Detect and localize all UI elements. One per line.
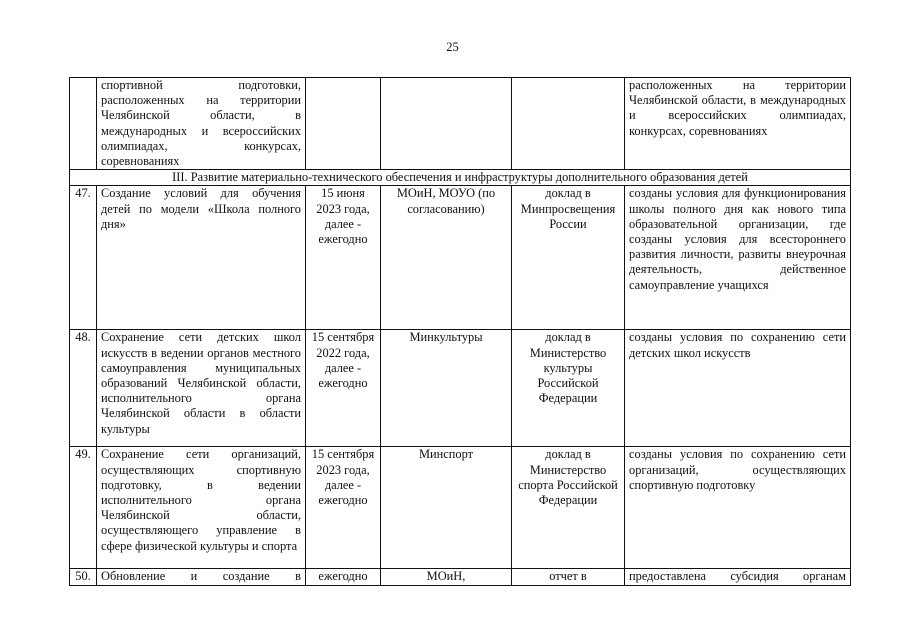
deadline-cell: 15 сентября 2022 года, далее - ежегодно: [306, 330, 381, 447]
section-header-row: [70, 170, 851, 186]
measure-cell: Обновление и создание в: [97, 569, 306, 585]
responsible-cell: Минкультуры: [381, 330, 512, 447]
measure-cell: спортивной подготовки, расположенных на территории Челябинской области, в международных и всероссийских олимпиадах, конкурсах, соревнованиях: [97, 78, 306, 170]
report-cell: доклад в Министерство спорта Российской Федерации: [512, 447, 625, 569]
result-cell: созданы условия по сохранению сети детских школ искусств: [625, 330, 851, 447]
result-cell: расположенных на территории Челябинской области, в международных и всероссийских олимпиадах, конкурсах, соревнованиях: [625, 78, 851, 170]
deadline-cell: 15 июня 2023 года, далее - ежегодно: [306, 186, 381, 330]
section-header: III. Развитие материально-технического обеспечения и инфраструктуры дополнительного образования детей: [70, 170, 851, 186]
report-cell: [512, 78, 625, 170]
report-cell: отчет в: [512, 569, 625, 585]
measure-cell: Сохранение сети детских школ искусств в ведении органов местного самоуправления муниципальных образований Челябинской области, исполнительного органа Челябинской области в области культуры: [97, 330, 306, 447]
result-cell: предоставлена субсидия органам: [625, 569, 851, 585]
page-number: 25: [446, 40, 459, 54]
deadline-cell: 15 сентября 2023 года, далее - ежегодно: [306, 447, 381, 569]
result-cell: созданы условия для функционирования школы полного дня как нового типа образовательной организации, где созданы условия для всестороннего развития личности, развиты внеурочная деятельность, действенное самоуправление учащихся: [625, 186, 851, 330]
row-number: 47.: [70, 186, 97, 330]
measure-cell: Создание условий для обучения детей по модели «Школа полного дня»: [97, 186, 306, 330]
row-number: 48.: [70, 330, 97, 447]
responsible-cell: МОиН,: [381, 569, 512, 585]
table-row: [70, 447, 851, 569]
plan-table: [69, 77, 851, 586]
result-cell: созданы условия по сохранению сети организаций, осуществляющих спортивную подготовку: [625, 447, 851, 569]
table-row: [70, 186, 851, 330]
report-cell: доклад в Минпросвещения России: [512, 186, 625, 330]
deadline-cell: [306, 78, 381, 170]
deadline-cell: ежегодно: [306, 569, 381, 585]
table-row: [70, 569, 851, 585]
table-row: [70, 330, 851, 447]
row-number: 50.: [70, 569, 97, 585]
report-cell: доклад в Министерство культуры Российской Федерации: [512, 330, 625, 447]
row-number: 49.: [70, 447, 97, 569]
measure-cell: Сохранение сети организаций, осуществляющих спортивную подготовку, в ведении исполнительного органа Челябинской области, осуществляющего управление в сфере физической культуры и спорта: [97, 447, 306, 569]
responsible-cell: МОиН, МОУО (по согласованию): [381, 186, 512, 330]
responsible-cell: [381, 78, 512, 170]
table-row-continuation: [70, 78, 851, 170]
row-number-cell: [70, 78, 97, 170]
responsible-cell: Минспорт: [381, 447, 512, 569]
